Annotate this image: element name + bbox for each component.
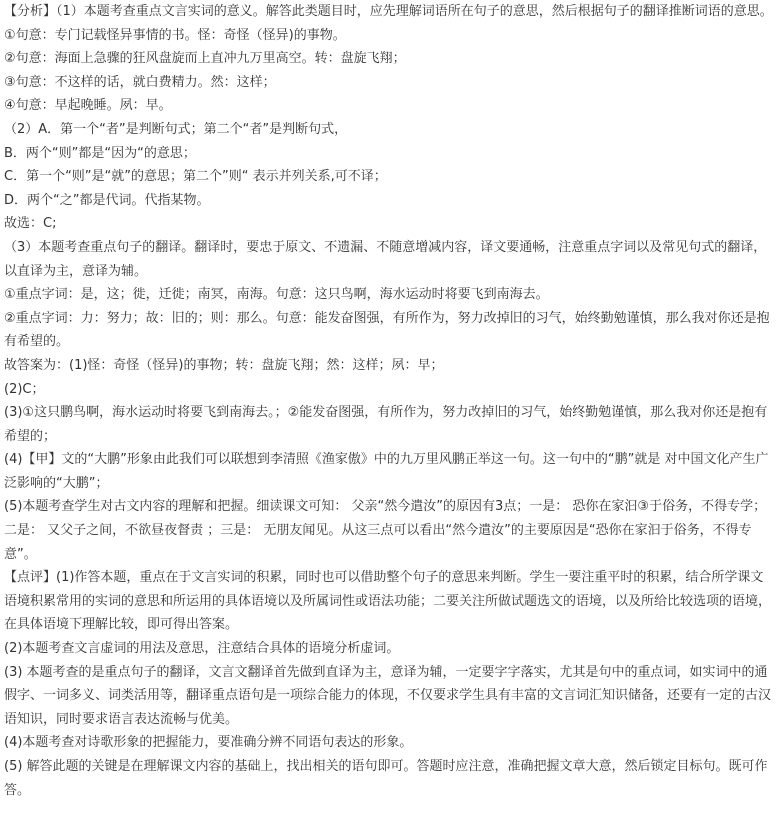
option-a-analysis: （2）A．第一个“者”是判断句式；第二个“者”是判断句式， <box>4 121 348 137</box>
option-d-analysis: D．两个“之”都是代词。代指某物。 <box>4 192 210 208</box>
choice-answer: 故选：C; <box>4 216 57 232</box>
comment-1: 【点评】(1)作答本题，重点在于文言实词的积累，同时也可以借助整个句子的意思来判断。学生一要注重平时的积累，结合所学课文语境积累常用的实词的意思和所运用的具体语境以及所属词性或语法功能；二要关注所做试题选文的语境，以及所给比较选项的语境，在具体语境下理解比较，即可得出答案。 <box>4 570 772 633</box>
sentence-meaning-4: ④句意：早起晚睡。夙：早。 <box>4 98 172 114</box>
final-answer-3: (3)①这只鹏鸟啊，海水运动时将要飞到南海去。；②能发奋图强，有所作为，努力改掉旧的习气，始终勤勉谨慎，那么我对你还是抱有希望的； <box>4 405 768 444</box>
translation-key-words-1: ①重点字词：是，这；徙，迁徙；南冥，南海。句意：这只鸟啊，海水运动时将要飞到南海去。 <box>4 287 549 303</box>
comment-2: (2)本题考查文言虚词的用法及意思，注意结合具体的语境分析虚词。 <box>4 641 400 657</box>
comment-5: (5) 解答此题的关键是在理解课文内容的基础上，找出相关的语句即可。答题时应注意，准确把握文章大意，然后锁定目标句。既可作答。 <box>4 759 768 798</box>
comment-4: (4)本题考查对诗歌形象的把握能力，要准确分辨不同语句表达的形象。 <box>4 735 413 751</box>
translation-analysis: （3）本题考查重点句子的翻译。翻译时，要忠于原文、不遗漏、不随意增减内容，译文要通畅，注意重点字词以及常见句式的翻译，以直译为主，意译为辅。 <box>4 239 767 279</box>
final-answer-1: 故答案为：(1)怪：奇怪（怪异)的事物；转：盘旋飞翔；然：这样；夙：早； <box>4 357 444 373</box>
final-answer-4: (4)【甲】文的“大鹏”形象由此我们可以联想到李清照《渔家傲》中的九万里风鹏正举这一句。这一句中的“鹏”就是 对中国文化产生广泛影响的“大鹏”； <box>4 452 769 491</box>
sentence-meaning-2: ②句意：海面上急骤的狂风盘旋而上直冲九万里高空。转：盘旋飞翔； <box>4 51 406 67</box>
analysis-intro: 【分析】（1）本题考查重点文言实词的意义。解答此类题目时，应先理解词语所在句子的意思，然后根据句子的翻译推断词语的意思。 <box>4 4 773 19</box>
comment-3: (3) 本题考查的是重点句子的翻译，文言文翻译首先做到直译为主，意译为辅，一定要字字落实，尤其是句中的重点词，如实词中的通假字、一词多义、词类活用等，翻译重点语句是一项综合能力的体现，不仅要求学生具有丰富的文言词汇知识储备，还要有一定的古汉语知识，同时要求语言表达流畅与优美。 <box>4 664 772 727</box>
sentence-meaning-3: ③句意：不这样的话，就白费精力。然：这样； <box>4 74 276 90</box>
option-c-analysis: C．第一个“则”是“就”的意思；第二个”则“ 表示并列关系,可不译； <box>4 169 387 185</box>
final-answer-5: (5)本题考查学生对古文内容的理解和把握。细读课文可知： 父亲“然今遣汝”的原因有3点；一是： 恐你在家汩③于俗务，不得专学；二是： 又父子之间，不欲昼夜督责 ；三是： 无朋友闻见。从这三点可以看出“然今遣汝”的主要原因是“恐你在家汩于俗务，不得专意”。 <box>4 499 767 562</box>
final-answer-2: (2)C； <box>4 381 45 397</box>
answer-analysis-document <box>4 0 776 802</box>
sentence-meaning-1: ①句意：专门记载怪异事情的书。怪：奇怪（怪异)的事物。 <box>4 27 346 43</box>
translation-key-words-2: ②重点字词：力：努力；故：旧的；则：那么。句意：能发奋图强，有所作为，努力改掉旧的习气，始终勤勉谨慎，那么我对你还是抱有希望的。 <box>4 310 770 350</box>
option-b-analysis: B．两个“则”都是“因为“的意思； <box>4 145 196 161</box>
